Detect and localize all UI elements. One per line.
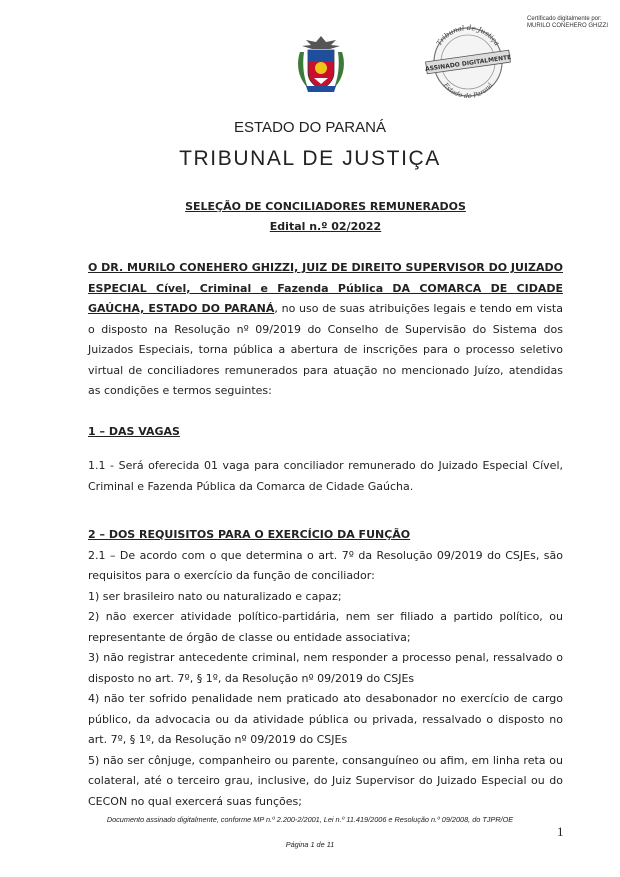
section2-item: 2.1 – De acordo com o que determina o art. 7º da Resolução 09/2019 do CSJEs, são requisitos para o exercício da função de conciliador: [88, 548, 563, 582]
page-number: 1 [557, 824, 564, 839]
certificate-line2: MURILO CONEHERO GHIZZI [526, 23, 608, 29]
section2-item: 3) não registrar antecedente criminal, nem responder a processo penal, ressalvado o disposto no art. 7º, § 1º, da Resolução nº 09/2019 do CSJEs [88, 651, 563, 685]
court-name: TRIBUNAL DE JUSTIÇA [179, 147, 441, 170]
seal-bottom-text: Estado do Paraná [441, 81, 495, 100]
certificate-stamp [527, 16, 608, 30]
intro-judge-name: O DR. MURILO CONEHERO GHIZZI, JUIZ DE DIREITO SUPERVISOR DO JUIZADO ESPECIAL Cível, Criminal e Fazenda Pública DA COMARCA DE CIDADE GAÚCHA, ESTADO DO PARANÁ [88, 261, 563, 315]
digital-signature-seal [420, 24, 516, 100]
page-count: Página 1 de 11 [285, 840, 335, 849]
seal-top-text: Tribunal de Justiça [435, 24, 501, 48]
edital-title: SELEÇÃO DE CONCILIADORES REMUNERADOS [185, 200, 466, 213]
state-name: ESTADO DO PARANÁ [234, 119, 386, 136]
intro-text: , no uso de suas atribuições legais e tendo em vista o disposto na Resolução nº 09/2019 do Conselho de Supervisão do Sistema dos Juizados Especiais, torna pública a abertura de inscrições para o processo seletivo virtual de conciliadores remunerados para atuação no mencionado Juízo, atendidas as condições e termos seguintes: [88, 302, 563, 397]
section2-item: 4) não ter sofrido penalidade nem praticado ato desabonador no exercício de cargo público, da advocacia ou da atividade pública ou privada, ressalvado o disposto no art. 7º, § 1º, da Resolução nº 09/2019 do CSJEs [88, 692, 563, 746]
coat-of-arms-icon [292, 34, 350, 94]
footer-note: Documento assinado digitalmente, conforme MP n.º 2.200-2/2001, Lei n.º 11.419/2006 e Resolução n.º 09/2008, do TJPR/OE [106, 815, 514, 824]
edital-number: Edital n.º 02/2022 [269, 220, 382, 233]
section1-title: 1 – DAS VAGAS [88, 424, 180, 438]
document-body [88, 197, 563, 812]
section2-item: 2) não exercer atividade político-partidária, nem ser filiado a partido político, ou representante de órgão de classe ou entidade associativa; [88, 610, 563, 644]
seal-band-text: ASSINADO DIGITALMENTE [424, 53, 512, 73]
section2-item: 1) ser brasileiro nato ou naturalizado e capaz; [88, 589, 342, 603]
section2-item: 5) não ser cônjuge, companheiro ou parente, consanguíneo ou afim, em linha reta ou colateral, até o terceiro grau, inclusive, do Juiz Supervisor do Juizado Especial ou do CECON no qual exercerá suas funções; [88, 753, 563, 808]
section2-title: 2 – DOS REQUISITOS PARA O EXERCÍCIO DA FUNÇÃO [88, 528, 411, 541]
intro-paragraph [88, 258, 563, 402]
section1-paragraph: 1.1 - Será oferecida 01 vaga para conciliador remunerado do Juizado Especial Cível, Criminal e Fazenda Pública da Comarca de Cidade Gaúcha. [88, 459, 563, 493]
certificate-line1: Certificado digitalmente por: [526, 16, 602, 22]
